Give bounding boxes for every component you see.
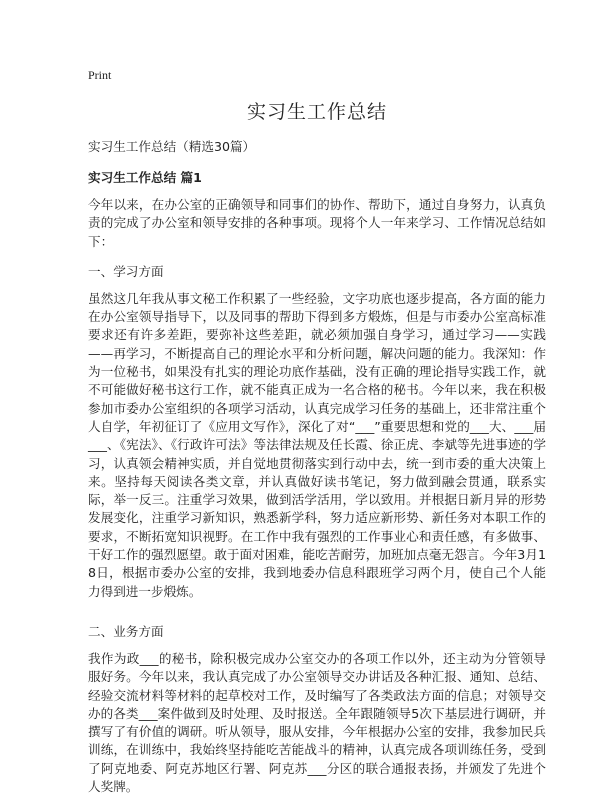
section-body-business: 我作为政___的秘书，除积极完成办公室交办的各项工作以外，还主动为分管领导服好务。今年以来，我认真完成了办公室领导交办讲话及各种汇报、通知、总结、经验交流材料等材料的起草校对工作，及时编写了各类政法方面的信息；对领导交办的各类___案件做到及时处理、及时报送。全年跟随领导5次下基层进行调研，并撰写了有价值的调研。听从领导，服从安排，今年根据办公室的安排，我参加民兵训练，在训练中，我始终坚持能吃苦能战斗的精神，认真完成各项训练任务，受到了阿克地委、阿克苏地区行署、阿克苏___分区的联合通报表扬，并颁发了先进个人奖牌。: [88, 650, 546, 795]
section-title-study: 一、学习方面: [88, 263, 164, 279]
section-title-business: 二、业务方面: [88, 623, 164, 639]
document-page: [88, 68, 546, 806]
print-link[interactable]: Print: [88, 68, 112, 82]
intro-paragraph: 今年以来，在办公室的正确领导和同事们的协作、帮助下，通过自身努力，认真负责的完成了办公室和领导安排的各种事项。现将个人一年来学习、工作情况总结如下：: [88, 197, 546, 249]
document-subtitle: 实习生工作总结（精选30篇）: [88, 139, 256, 154]
article-heading: 实习生工作总结 篇1: [88, 170, 202, 185]
document-title: 实习生工作总结: [246, 101, 387, 123]
section-body-study: 虽然这几年我从事文秘工作积累了一些经验，文字功底也逐步提高，各方面的能力在办公室领导指导下，以及同事的帮助下得到多方煅炼，但是与市委办公室高标准要求还有许多差距，要弥补这些差距，就必须加强自身学习，通过学习——实践——再学习，不断提高自己的理论水平和分析问题，解决问题的能力。我深知：作为一位秘书，如果没有扎实的理论功底作基础，没有正确的理论指导实践工作，就不可能做好秘书这行工作，就不能真正成为一名合格的秘书。今年以来，我在积极参加市委办公室组织的各项学习活动，认真完成学习任务的基础上，还非常注重个人自学，年初征订了《应用文写作》，深化了对“___”重要思想和党的___大、___届___、《宪法》、《行政许可法》等法律法规及任长霞、徐正虎、李斌等先进事迹的学习，认真领会精神实质，并自觉地贯彻落实到行动中去，统一到市委的重大决策上来。坚持每天阅读各类文章，并认真做好读书笔记，努力做到融会贯通，联系实际，举一反三。注重学习效果，做到活学活用，学以致用。并根据日新月异的形势发展变化，注重学习新知识，熟悉新学科，努力适应新形势、新任务对本职工作的要求，不断拓宽知识视野。在工作中我有强烈的工作事业心和责任感，有多做事、干好工作的强烈愿望。敢于面对困难，能吃苦耐劳，加班加点毫无怨言。今年3月18日，根据市委办公室的安排，我到地委办信息科跟班学习两个月，使自己个人能力得到进一步煅炼。: [88, 290, 546, 599]
